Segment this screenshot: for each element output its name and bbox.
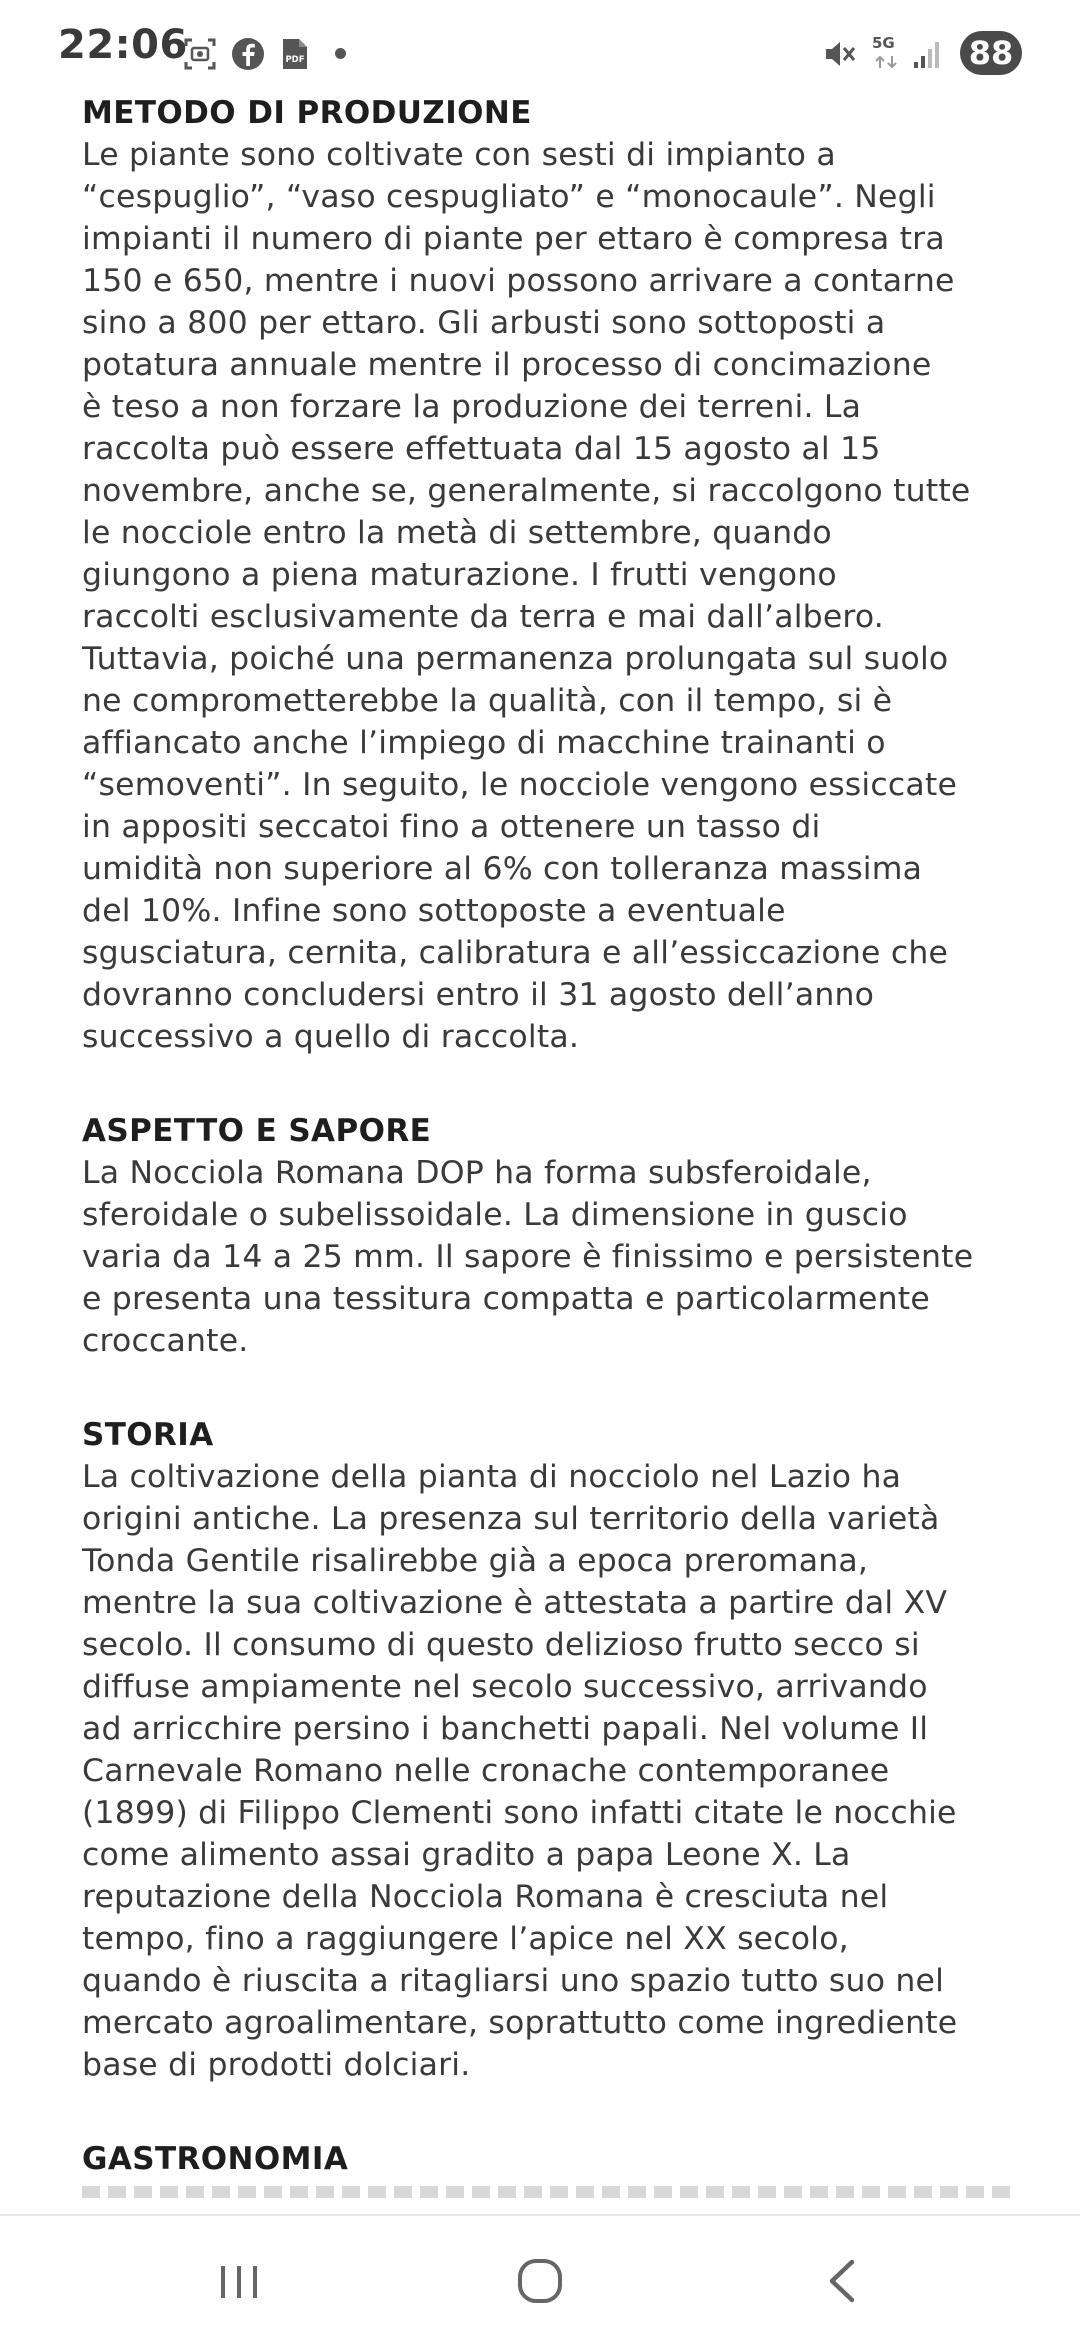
text-line: (1899) di Filippo Clementi sono infatti citate le nocchie [82, 1795, 957, 1831]
network-label: 5G [872, 34, 895, 52]
text-line: ne comprometterebbe la qualità, con il tempo, si è [82, 683, 893, 719]
text-line: Tuttavia, poiché una permanenza prolungata sul suolo [82, 641, 949, 677]
mute-icon [822, 36, 858, 72]
text-line: Tonda Gentile risalirebbe già a epoca preromana, [82, 1543, 869, 1579]
text-line: secolo. Il consumo di questo delizioso frutto secco si [82, 1627, 920, 1663]
cut-off-text [82, 2186, 1012, 2198]
text-line: varia da 14 a 25 mm. Il sapore è finissimo e persistente [82, 1239, 974, 1275]
text-line: La coltivazione della pianta di nocciolo nel Lazio ha [82, 1459, 902, 1495]
section-body [82, 134, 1012, 1058]
text-line: successivo a quello di raccolta. [82, 1019, 580, 1055]
status-time: 22:06 [58, 22, 188, 68]
text-line: “cespuglio”, “vaso cespugliato” e “monocaule”. Negli [82, 179, 936, 215]
notification-dot [335, 48, 346, 59]
text-line: le nocciole entro la metà di settembre, quando [82, 515, 832, 551]
recents-button[interactable] [204, 2246, 274, 2316]
text-line: reputazione della Nocciola Romana è cresciuta nel [82, 1879, 889, 1915]
section-body [82, 1456, 1012, 2086]
text-line: diffuse ampiamente nel secolo successivo, arrivando [82, 1669, 928, 1705]
section-title: ASPETTO E SAPORE [82, 1113, 432, 1149]
5g-icon [870, 34, 904, 74]
text-line: tempo, fino a raggiungere l’apice nel XX secolo, [82, 1921, 849, 1957]
text-line: mercato agroalimentare, soprattutto come ingrediente [82, 2005, 958, 2041]
section-aspetto-e-sapore [82, 1110, 1012, 1362]
text-line: base di prodotti dolciari. [82, 2047, 471, 2083]
svg-text:PDF: PDF [285, 55, 305, 65]
text-line: raccolti esclusivamente da terra e mai dall’albero. [82, 599, 885, 635]
section-storia [82, 1414, 1012, 2086]
text-line: sino a 800 per ettaro. Gli arbusti sono sottoposti a [82, 305, 886, 341]
text-line: sgusciatura, cernita, calibratura e all’essiccazione che [82, 935, 949, 971]
section-title: STORIA [82, 1417, 214, 1453]
back-button[interactable] [808, 2246, 878, 2316]
text-line: in appositi seccatoi fino a ottenere un tasso di [82, 809, 821, 845]
screenshot-icon [182, 36, 218, 72]
section-title: GASTRONOMIA [82, 2141, 349, 2177]
text-line: affiancato anche l’impiego di macchine trainanti o [82, 725, 886, 761]
text-line: raccolta può essere effettuata dal 15 agosto al 15 [82, 431, 881, 467]
text-line: La Nocciola Romana DOP ha forma subsferoidale, [82, 1155, 872, 1191]
facebook-icon [230, 36, 266, 72]
text-line: giungono a piena maturazione. I frutti vengono [82, 557, 837, 593]
navigation-bar [0, 2214, 1080, 2340]
text-line: 150 e 650, mentre i nuovi possono arrivare a contarne [82, 263, 955, 299]
text-line: è teso a non forzare la produzione dei terreni. La [82, 389, 862, 425]
signal-icon [910, 36, 946, 72]
text-line: come alimento assai gradito a papa Leone X. La [82, 1837, 851, 1873]
text-line: dovranno concludersi entro il 31 agosto dell’anno [82, 977, 875, 1013]
section-gastronomia [82, 2138, 1012, 2198]
text-line: impianti il numero di piante per ettaro è compresa tra [82, 221, 945, 257]
text-line: umidità non superiore al 6% con tolleranza massima [82, 851, 923, 887]
text-line: Le piante sono coltivate con sesti di impianto a [82, 137, 836, 173]
section-body [82, 1152, 1012, 1362]
text-line: novembre, anche se, generalmente, si raccolgono tutte [82, 473, 971, 509]
pdf-icon [276, 36, 312, 72]
text-line: quando è riuscita a ritagliarsi uno spazio tutto suo nel [82, 1963, 945, 1999]
text-line: origini antiche. La presenza sul territorio della varietà [82, 1501, 940, 1537]
home-button[interactable] [505, 2246, 575, 2316]
text-line: mentre la sua coltivazione è attestata a partire dal XV [82, 1585, 948, 1621]
text-line: potatura annuale mentre il processo di concimazione [82, 347, 932, 383]
section-metodo-di-produzione [82, 92, 1012, 1058]
text-line: del 10%. Infine sono sottoposte a eventuale [82, 893, 786, 929]
text-line: ad arricchire persino i banchetti papali. Nel volume Il [82, 1711, 929, 1747]
battery-indicator: 88 [960, 31, 1022, 75]
text-line: sferoidale o subelissoidale. La dimensione in guscio [82, 1197, 908, 1233]
text-line: “semoventi”. In seguito, le nocciole vengono essiccate [82, 767, 958, 803]
text-line: Carnevale Romano nelle cronache contemporanee [82, 1753, 890, 1789]
article-content [82, 92, 1012, 2198]
section-title: METODO DI PRODUZIONE [82, 95, 532, 131]
text-line: e presenta una tessitura compatta e particolarmente [82, 1281, 930, 1317]
text-line: croccante. [82, 1323, 249, 1359]
